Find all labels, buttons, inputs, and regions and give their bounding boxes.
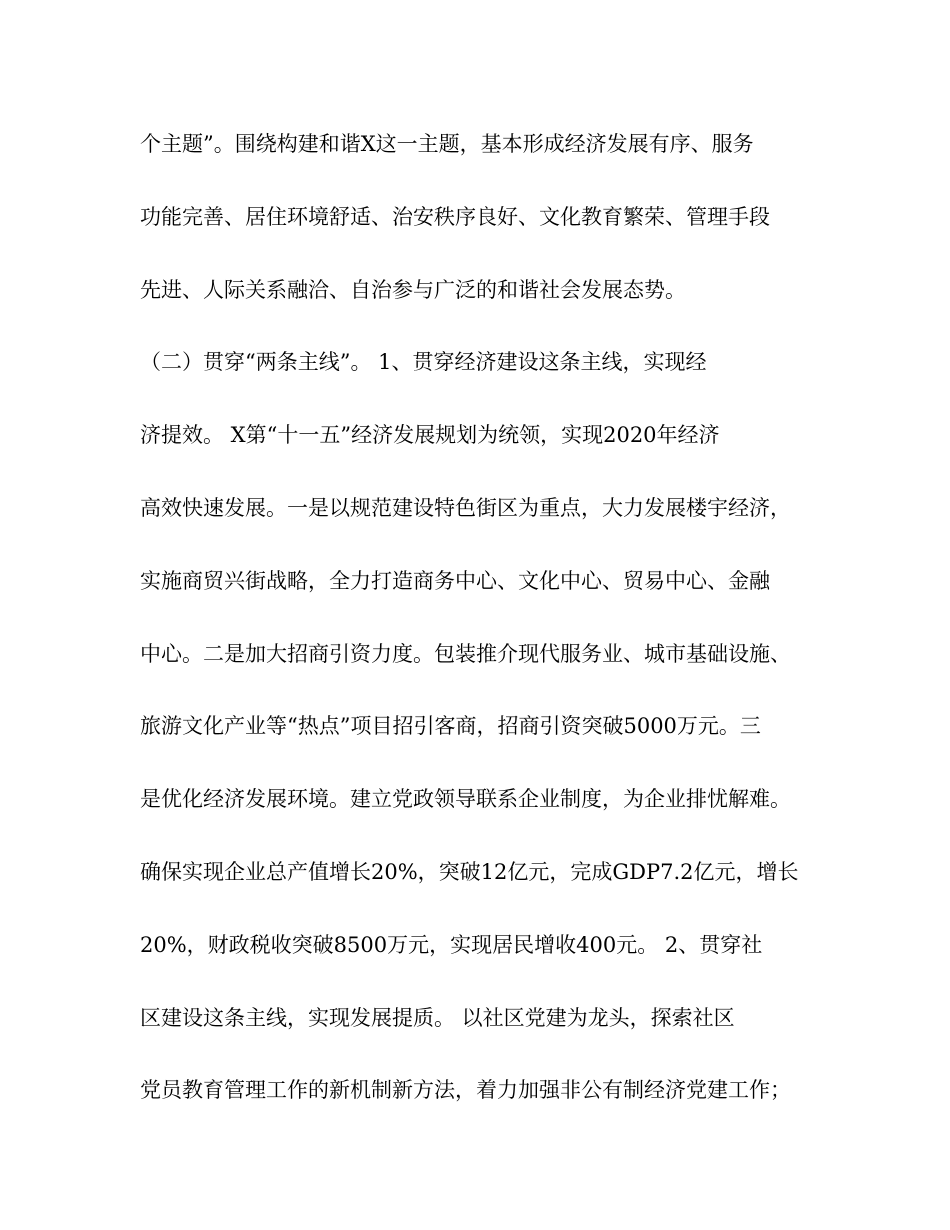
text-line: 党员教育管理工作的新机制新方法，着力加强非公有制经济党建工作； [140,1078,791,1103]
text-line: 是优化经济发展环境。建立党政领导联系企业制度，为企业排忧解难。 [140,787,791,812]
text-line: 高效快速发展。一是以规范建设特色街区为重点，大力发展楼宇经济， [140,495,791,520]
text-line: 区建设这条主线，实现发展提质。 以社区党建为龙头，探索社区 [140,1005,735,1030]
text-line: 旅游文化产业等“热点”项目招引客商，招商引资突破5000万元。三 [140,714,761,739]
text-line: 实施商贸兴街战略，全力打造商务中心、文化中心、贸易中心、金融 [140,568,770,593]
text-line: 济提效。 X第“十一五”经济发展规划为统领，实现2020年经济 [140,423,720,448]
text-line: 先进、人际关系融洽、自治参与广泛的和谐社会发展态势。 [140,277,686,302]
text-line: （二）贯穿“两条主线”。 1、贯穿经济建设这条主线，实现经 [140,350,707,375]
text-line: 20%，财政税收突破8500万元，实现居民增收400元。 2、贯穿社 [140,932,763,957]
text-line: 确保实现企业总产值增长20%，突破12亿元，完成GDP7.2亿元，增长 [140,859,799,884]
text-line: 功能完善、居住环境舒适、治安秩序良好、文化教育繁荣、管理手段 [140,204,770,229]
text-line: 中心。二是加大招商引资力度。包装推介现代服务业、城市基础设施、 [140,641,791,666]
text-line: 个主题”。围绕构建和谐X这一主题，基本形成经济发展有序、服务 [140,132,754,156]
document-body [140,128,820,1147]
